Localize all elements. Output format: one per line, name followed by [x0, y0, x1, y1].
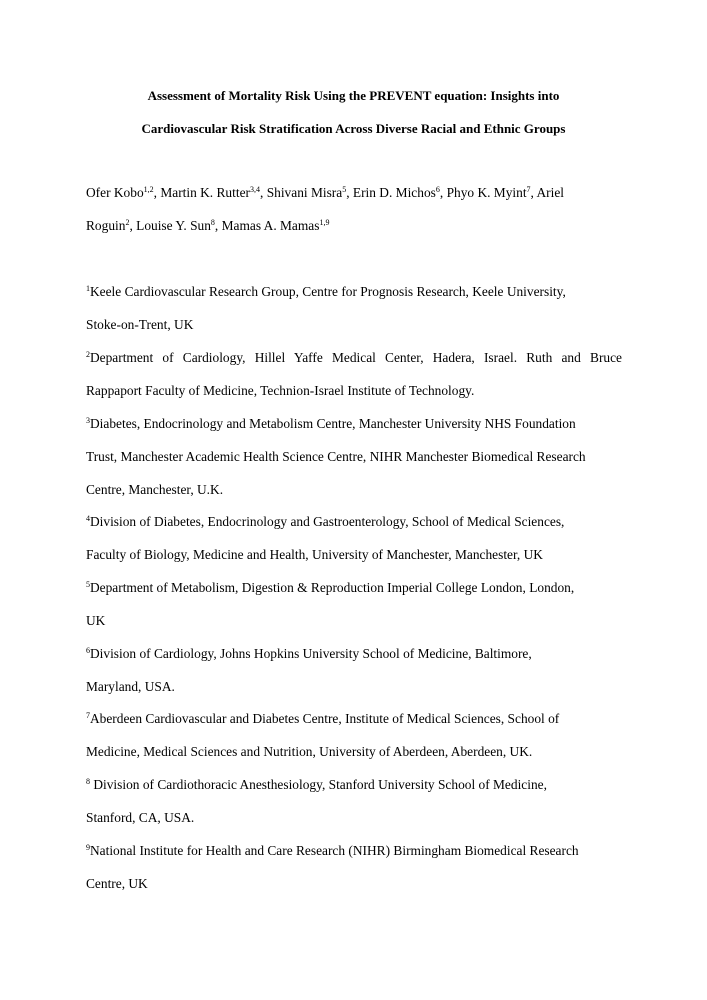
affiliation-3-line-3: Centre, Manchester, U.K. [86, 482, 224, 497]
author-name: Erin D. Michos [352, 185, 436, 200]
affiliation-5-line-1: $^5$Department of Metabolism, Digestion & Reproduction Imperial College London, London, [86, 580, 575, 595]
affiliation-7-line-2: Medicine, Medical Sciences and Nutrition, University of Aberdeen, Aberdeen, UK. [86, 744, 533, 759]
affiliation-number: 7 [86, 711, 90, 720]
author-name: Shivani Misra [266, 185, 343, 200]
affiliation-3-line-2: Trust, Manchester Academic Health Science Centre, NIHR Manchester Biomedical Research [86, 449, 586, 464]
affiliation-number: 3 [86, 416, 90, 425]
affiliation-9-line-2: Centre, UK [86, 876, 148, 891]
author-affiliation-ref: 8 [210, 218, 215, 227]
author-list-line-1: Ofer Kobo$^{1,2}$, Martin K. Rutter$^{3,4}$, Shivani Misra$^5$, Erin D. Michos$^6$, Phyo K. Myint$^7$, Ariel [86, 185, 565, 200]
affiliation-5-line-2: UK [86, 613, 106, 628]
affiliation-1-line-2: Stoke-on-Trent, UK [86, 317, 194, 332]
affiliation-4-line-1: $^4$Division of Diabetes, Endocrinology and Gastroenterology, School of Medical Sciences, [86, 514, 565, 529]
affiliation-number: 1 [86, 284, 90, 293]
author-name: Ariel [536, 185, 565, 200]
affiliation-7-line-1: $^7$Aberdeen Cardiovascular and Diabetes Centre, Institute of Medical Sciences, School of [86, 711, 560, 726]
paper-title-line-2: Cardiovascular Risk Stratification Across Diverse Racial and Ethnic Groups [141, 121, 566, 136]
affiliation-8-line-1: $^8$ Division of Cardiothoracic Anesthesiology, Stanford University School of Medicine, [86, 777, 547, 792]
affiliation-6-line-1: $^6$Division of Cardiology, Johns Hopkins University School of Medicine, Baltimore, [86, 646, 532, 661]
affiliation-2-line-2: Rappaport Faculty of Medicine, Technion-Israel Institute of Technology. [86, 383, 475, 398]
affiliation-number: 2 [86, 350, 90, 359]
affiliation-4-line-2: Faculty of Biology, Medicine and Health, University of Manchester, Manchester, UK [86, 547, 543, 562]
author-name: Phyo K. Myint [446, 185, 527, 200]
author-affiliation-ref: 2 [125, 218, 130, 227]
affiliation-1-line-1: $^1$Keele Cardiovascular Research Group, Centre for Prognosis Research, Keele University, [86, 284, 566, 299]
affiliation-2-line-1: $^2$Department of Cardiology, Hillel Yaffe Medical Center, Hadera, Israel. Ruth and Bruce [86, 350, 622, 365]
author-affiliation-ref: 7 [526, 185, 531, 194]
affiliation-8-line-2: Stanford, CA, USA. [86, 810, 195, 825]
affiliation-number: 8 [86, 777, 90, 786]
author-affiliation-ref: 3,4 [249, 185, 260, 194]
affiliation-number: 6 [86, 646, 90, 655]
author-name: Mamas A. Mamas [221, 218, 320, 233]
author-affiliation-ref: 1,2 [143, 185, 154, 194]
author-name: Ofer Kobo [86, 185, 144, 200]
affiliation-3-line-1: $^3$Diabetes, Endocrinology and Metabolism Centre, Manchester University NHS Foundation [86, 416, 576, 431]
affiliation-number: 5 [86, 580, 90, 589]
author-list-line-2: Roguin$^2$, Louise Y. Sun$^8$, Mamas A. Mamas$^{1,9}$ [86, 218, 330, 233]
author-name: Louise Y. Sun [136, 218, 211, 233]
author-affiliation-ref: 5 [342, 185, 347, 194]
affiliation-number: 9 [86, 843, 90, 852]
affiliation-9-line-1: $^9$National Institute for Health and Care Research (NIHR) Birmingham Biomedical Research [86, 843, 579, 858]
affiliation-6-line-2: Maryland, USA. [86, 679, 175, 694]
paper-title-line-1: Assessment of Mortality Risk Using the PREVENT equation: Insights into [147, 88, 560, 103]
author-name: Martin K. Rutter [160, 185, 250, 200]
author-affiliation-ref: 1,9 [319, 218, 330, 227]
author-affiliation-ref: 6 [435, 185, 440, 194]
author-name: Roguin [86, 218, 126, 233]
affiliation-number: 4 [86, 514, 90, 523]
